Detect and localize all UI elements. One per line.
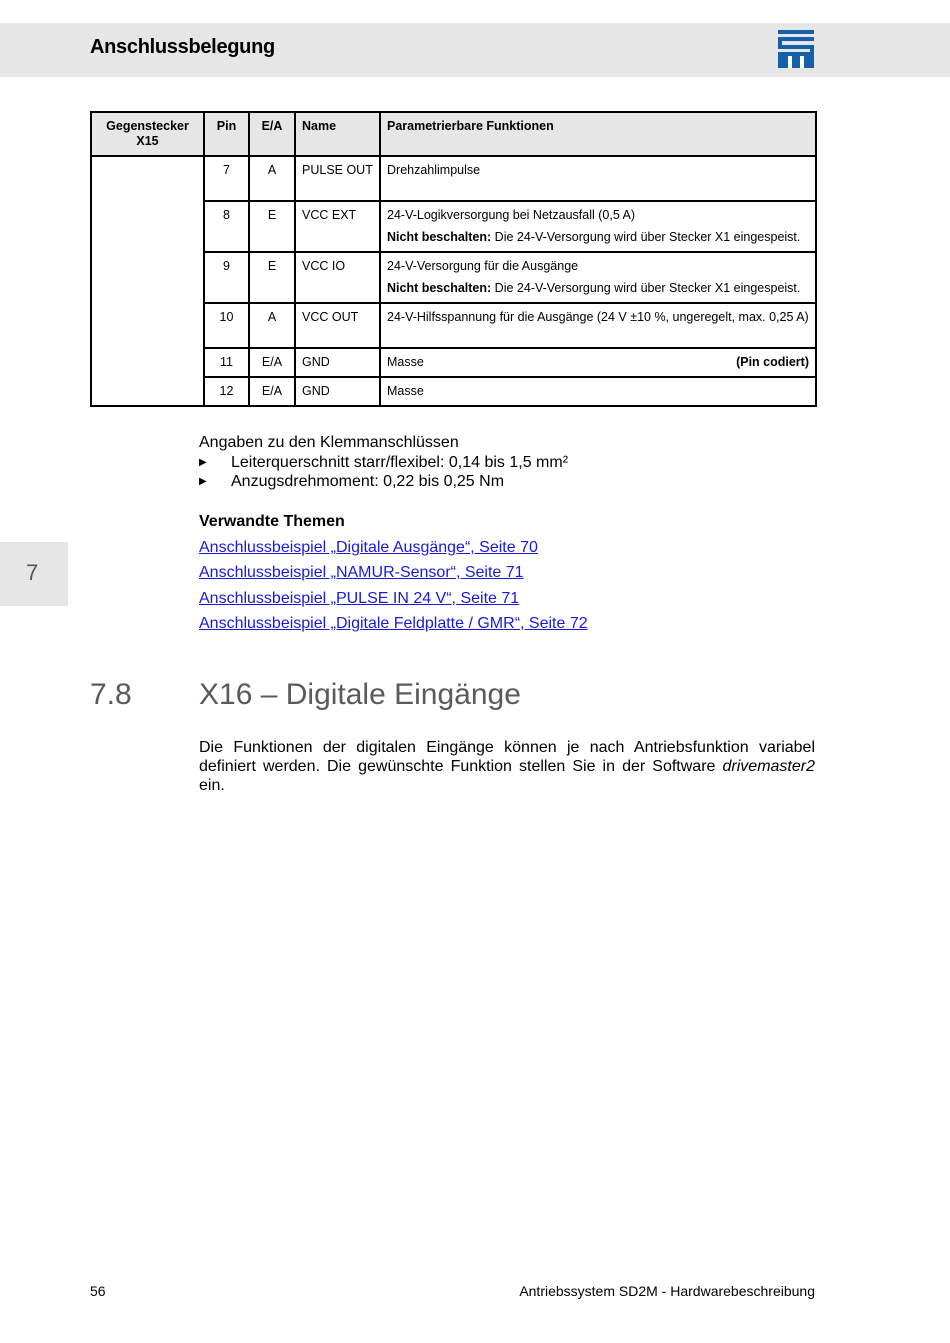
function-cell: Drehzahlimpulse	[380, 156, 816, 201]
name-cell: GND	[295, 377, 380, 406]
related-link-namur-sensor[interactable]: Anschlussbeispiel „NAMUR-Sensor“, Seite 71	[199, 564, 524, 581]
name-cell: VCC IO	[295, 252, 380, 303]
function-text: 24-V-Versorgung für die Ausgänge	[387, 259, 579, 273]
ea-cell: E/A	[249, 377, 295, 406]
function-note	[387, 281, 809, 296]
terminals-intro: Angaben zu den Klemmanschlüssen	[199, 434, 459, 451]
footer-doc-title: Antriebssystem SD2M - Hardwarebeschreibung	[519, 1283, 815, 1299]
related-topics-heading: Verwandte Themen	[199, 513, 345, 530]
note-text: Die 24-V-Versorgung wird über Stecker X1 eingespeist.	[491, 281, 801, 295]
software-name: drivemaster2	[722, 758, 815, 775]
ea-cell: E	[249, 201, 295, 252]
pin-coded-note: (Pin codiert)	[736, 355, 809, 369]
note-label: Nicht beschalten:	[387, 230, 492, 244]
pin-cell: 8	[204, 201, 249, 252]
ea-cell: E/A	[249, 348, 295, 377]
function-note	[387, 230, 809, 245]
section-number: 7.8	[90, 678, 132, 711]
col-header-connector: Gegenstecker X15	[91, 112, 204, 156]
table-header-row	[91, 112, 816, 156]
name-cell: GND	[295, 348, 380, 377]
bullet-text: Anzugsdrehmoment: 0,22 bis 0,25 Nm	[231, 473, 505, 490]
paragraph-end: ein.	[199, 777, 225, 794]
name-cell: VCC EXT	[295, 201, 380, 252]
section-paragraph	[199, 738, 815, 795]
name-cell: VCC OUT	[295, 303, 380, 348]
connector-cell	[91, 156, 204, 406]
page-number: 56	[90, 1283, 106, 1299]
function-cell: Masse	[380, 377, 816, 406]
chapter-number: 7	[26, 560, 39, 585]
pin-assignment-table	[90, 111, 817, 407]
paragraph-text: Die Funktionen der digitalen Eingänge können je nach Antriebsfunktion variabel definiert werden. Die gewünschte Funktion stellen Sie in der Software	[199, 739, 815, 775]
function-cell	[380, 252, 816, 303]
function-cell	[380, 348, 816, 377]
bullet-arrow-icon: ▶	[199, 476, 207, 487]
related-link-pulse-in[interactable]: Anschlussbeispiel „PULSE IN 24 V“, Seite 71	[199, 590, 520, 607]
bullet-text: Leiterquerschnitt starr/flexibel: 0,14 bis 1,5 mm²	[231, 454, 569, 471]
col-header-functions: Parametrierbare Funktionen	[380, 112, 816, 156]
note-label: Nicht beschalten:	[387, 281, 492, 295]
pin-cell: 9	[204, 252, 249, 303]
table-row	[91, 156, 816, 201]
page-header-title: Anschlussbelegung	[90, 36, 275, 58]
name-cell: PULSE OUT	[295, 156, 380, 201]
related-link-gmr[interactable]: Anschlussbeispiel „Digitale Feldplatte / GMR“, Seite 72	[199, 615, 588, 632]
section-title: X16 – Digitale Eingänge	[199, 678, 521, 711]
ea-cell: E	[249, 252, 295, 303]
company-logo-icon	[778, 30, 814, 68]
bullet-arrow-icon: ▶	[199, 457, 207, 468]
ea-cell: A	[249, 303, 295, 348]
function-text: 24-V-Logikversorgung bei Netzausfall (0,5 A)	[387, 208, 636, 222]
pin-cell: 10	[204, 303, 249, 348]
col-header-name: Name	[295, 112, 380, 156]
related-link-digital-outputs[interactable]: Anschlussbeispiel „Digitale Ausgänge“, Seite 70	[199, 539, 538, 556]
ea-cell: A	[249, 156, 295, 201]
pin-cell: 11	[204, 348, 249, 377]
pin-cell: 12	[204, 377, 249, 406]
function-text: Masse	[387, 355, 424, 369]
pin-cell: 7	[204, 156, 249, 201]
chapter-tab	[0, 542, 68, 606]
col-header-ea: E/A	[249, 112, 295, 156]
function-cell	[380, 201, 816, 252]
col-header-pin: Pin	[204, 112, 249, 156]
function-cell: 24-V-Hilfsspannung für die Ausgänge (24 V ±10 %, ungeregelt, max. 0,25 A)	[380, 303, 816, 348]
note-text: Die 24-V-Versorgung wird über Stecker X1 eingespeist.	[491, 230, 801, 244]
